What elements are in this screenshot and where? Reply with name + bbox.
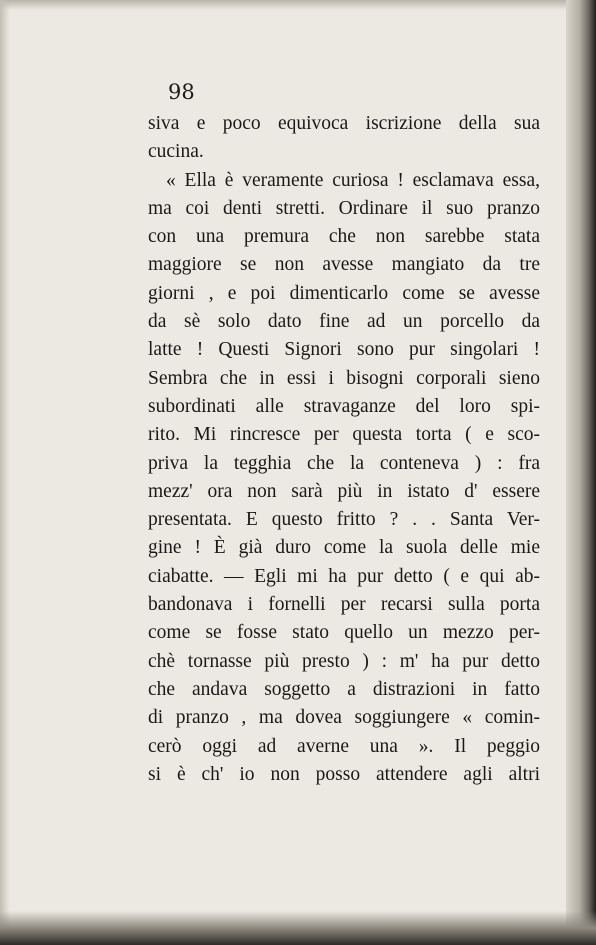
page-top-edge [0, 0, 596, 10]
text-line: mezz' ora non sarà più in istato d' essere [148, 480, 540, 502]
text-line: che andava soggetto a distrazioni in fatto [148, 678, 540, 700]
page-spine-edge [566, 0, 596, 945]
text-line: ma coi denti stretti. Ordinare il suo pranzo [148, 197, 540, 219]
text-line: Sembra che in essi i bisogni corporali sieno [148, 367, 540, 389]
text-line: giorni , e poi dimenticarlo come se avesse [148, 282, 540, 304]
text-line: latte ! Questi Signori sono pur singolari ! [148, 339, 540, 361]
text-line: come se fosse stato quello un mezzo per- [148, 622, 540, 644]
text-line: si è ch' io non posso attendere agli altri [148, 763, 540, 785]
page-left-edge [0, 0, 10, 945]
text-line: « Ella è veramente curiosa ! esclamava essa, [166, 169, 540, 191]
body-text [148, 110, 540, 789]
text-line: presentata. E questo fritto ? . . Santa Ver- [148, 509, 540, 531]
text-line: gine ! È già duro come la suola delle mie [148, 537, 540, 559]
text-line: maggiore se non avesse mangiato da tre [148, 254, 540, 276]
text-line: rito. Mi rincresce per questa torta ( e sco- [148, 424, 540, 446]
page-bottom-edge [0, 911, 596, 945]
text-line: siva e poco equivoca iscrizione della sua [148, 113, 540, 134]
text-line: cerò oggi ad averne una ». Il peggio [148, 735, 540, 757]
text-line: ciabatte. — Egli mi ha pur detto ( e qui ab- [148, 565, 540, 587]
page-number: 98 [168, 80, 195, 104]
text-line: subordinati alle stravaganze del loro spi- [148, 395, 540, 417]
text-line: da sè solo dato fine ad un porcello da [148, 311, 540, 333]
text-line: cucina. [148, 141, 204, 163]
text-line: chè tornasse più presto ) : m' ha pur detto [148, 650, 540, 672]
text-line: priva la tegghia che la conteneva ) : fra [148, 452, 540, 474]
text-line: di pranzo , ma dovea soggiungere « comin- [148, 707, 540, 729]
text-line: con una premura che non sarebbe stata [148, 226, 540, 248]
text-line: bandonava i fornelli per recarsi sulla porta [148, 594, 540, 616]
